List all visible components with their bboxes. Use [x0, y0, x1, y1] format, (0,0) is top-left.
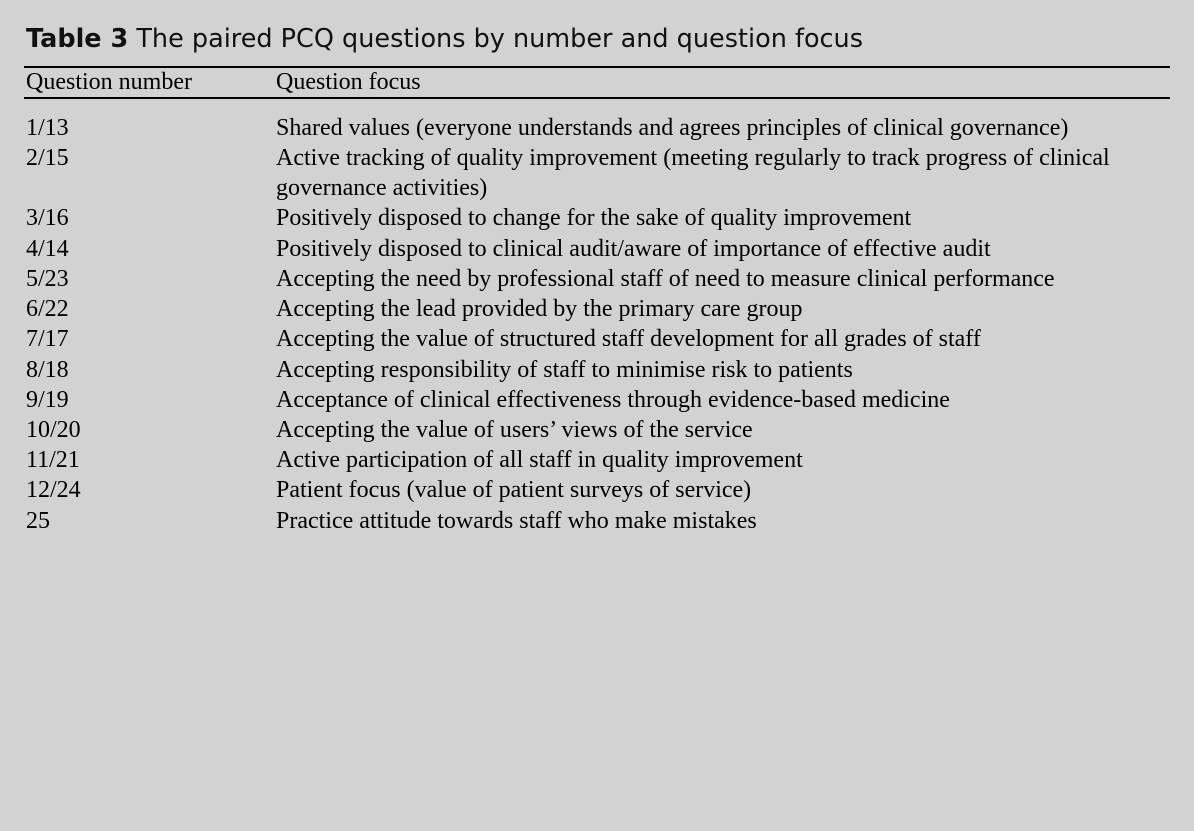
question-focus-text: Positively disposed to change for the sake of quality improvement	[276, 205, 912, 232]
table-row	[22, 355, 1172, 385]
table-row	[22, 415, 1172, 445]
cell-question-number: 10/20	[26, 417, 81, 444]
pcq-questions-table-body	[22, 99, 1172, 536]
cell-question-number: 1/13	[26, 114, 69, 141]
table-row	[22, 294, 1172, 324]
table-caption-label: Table 3	[26, 24, 129, 54]
cell-question-focus	[276, 203, 1172, 233]
cell-question-focus	[276, 445, 1172, 475]
cell-question-focus	[276, 324, 1172, 354]
question-focus-text: Accepting the value of structured staff development for all grades of staff	[276, 326, 981, 353]
cell-question-focus	[276, 264, 1172, 294]
table-caption	[26, 24, 1172, 66]
table-caption-text: The paired PCQ questions by number and question focus	[136, 24, 864, 54]
question-focus-text: Accepting responsibility of staff to minimise risk to patients	[276, 356, 853, 383]
column-header-question-focus: Question focus	[276, 68, 421, 95]
cell-question-number: 11/21	[26, 447, 80, 474]
question-focus-text: Acceptance of clinical effectiveness through evidence-based medicine	[276, 386, 950, 413]
question-focus-text: Patient focus (value of patient surveys of service)	[276, 477, 752, 504]
cell-question-focus	[276, 143, 1172, 203]
cell-question-number: 5/23	[26, 265, 69, 292]
table-row	[22, 324, 1172, 354]
cell-question-focus	[276, 415, 1172, 445]
table-row	[22, 506, 1172, 536]
question-focus-text: Accepting the value of users’ views of the service	[276, 417, 753, 444]
cell-question-number: 2/15	[26, 144, 69, 171]
table-row	[22, 475, 1172, 505]
question-focus-text: Active participation of all staff in quality improvement	[276, 447, 803, 474]
question-focus-text: Accepting the need by professional staff of need to measure clinical performance	[276, 265, 1055, 292]
table-body	[22, 99, 1172, 536]
table-row	[22, 143, 1172, 203]
table-header	[22, 68, 1172, 97]
table-row	[22, 385, 1172, 415]
cell-question-number: 6/22	[26, 296, 69, 323]
column-header-question-number: Question number	[26, 68, 192, 95]
table-row	[22, 445, 1172, 475]
question-focus-text: Practice attitude towards staff who make mistakes	[276, 507, 757, 534]
cell-question-number: 25	[26, 507, 50, 534]
cell-question-focus	[276, 234, 1172, 264]
cell-question-focus	[276, 355, 1172, 385]
cell-question-number: 4/14	[26, 235, 69, 262]
cell-question-number: 9/19	[26, 386, 69, 413]
table-header-row	[22, 68, 1172, 97]
cell-question-focus	[276, 385, 1172, 415]
table-row	[22, 203, 1172, 233]
cell-question-focus	[276, 506, 1172, 536]
cell-question-number: 12/24	[26, 477, 81, 504]
table-row	[22, 264, 1172, 294]
cell-question-focus	[276, 99, 1172, 143]
cell-question-focus	[276, 475, 1172, 505]
question-focus-text: Positively disposed to clinical audit/aware of importance of effective audit	[276, 235, 991, 262]
cell-question-number: 7/17	[26, 326, 69, 353]
question-focus-text: Shared values (everyone understands and agrees principles of clinical governance)	[276, 114, 1069, 141]
cell-question-number: 8/18	[26, 356, 69, 383]
table-row	[22, 99, 1172, 143]
question-focus-text: Active tracking of quality improvement (meeting regularly to track progress of clinical governance activities)	[276, 144, 1110, 202]
cell-question-number: 3/16	[26, 205, 69, 232]
question-focus-text: Accepting the lead provided by the primary care group	[276, 296, 803, 323]
cell-question-focus	[276, 294, 1172, 324]
table-row	[22, 234, 1172, 264]
pcq-questions-table	[22, 68, 1172, 97]
